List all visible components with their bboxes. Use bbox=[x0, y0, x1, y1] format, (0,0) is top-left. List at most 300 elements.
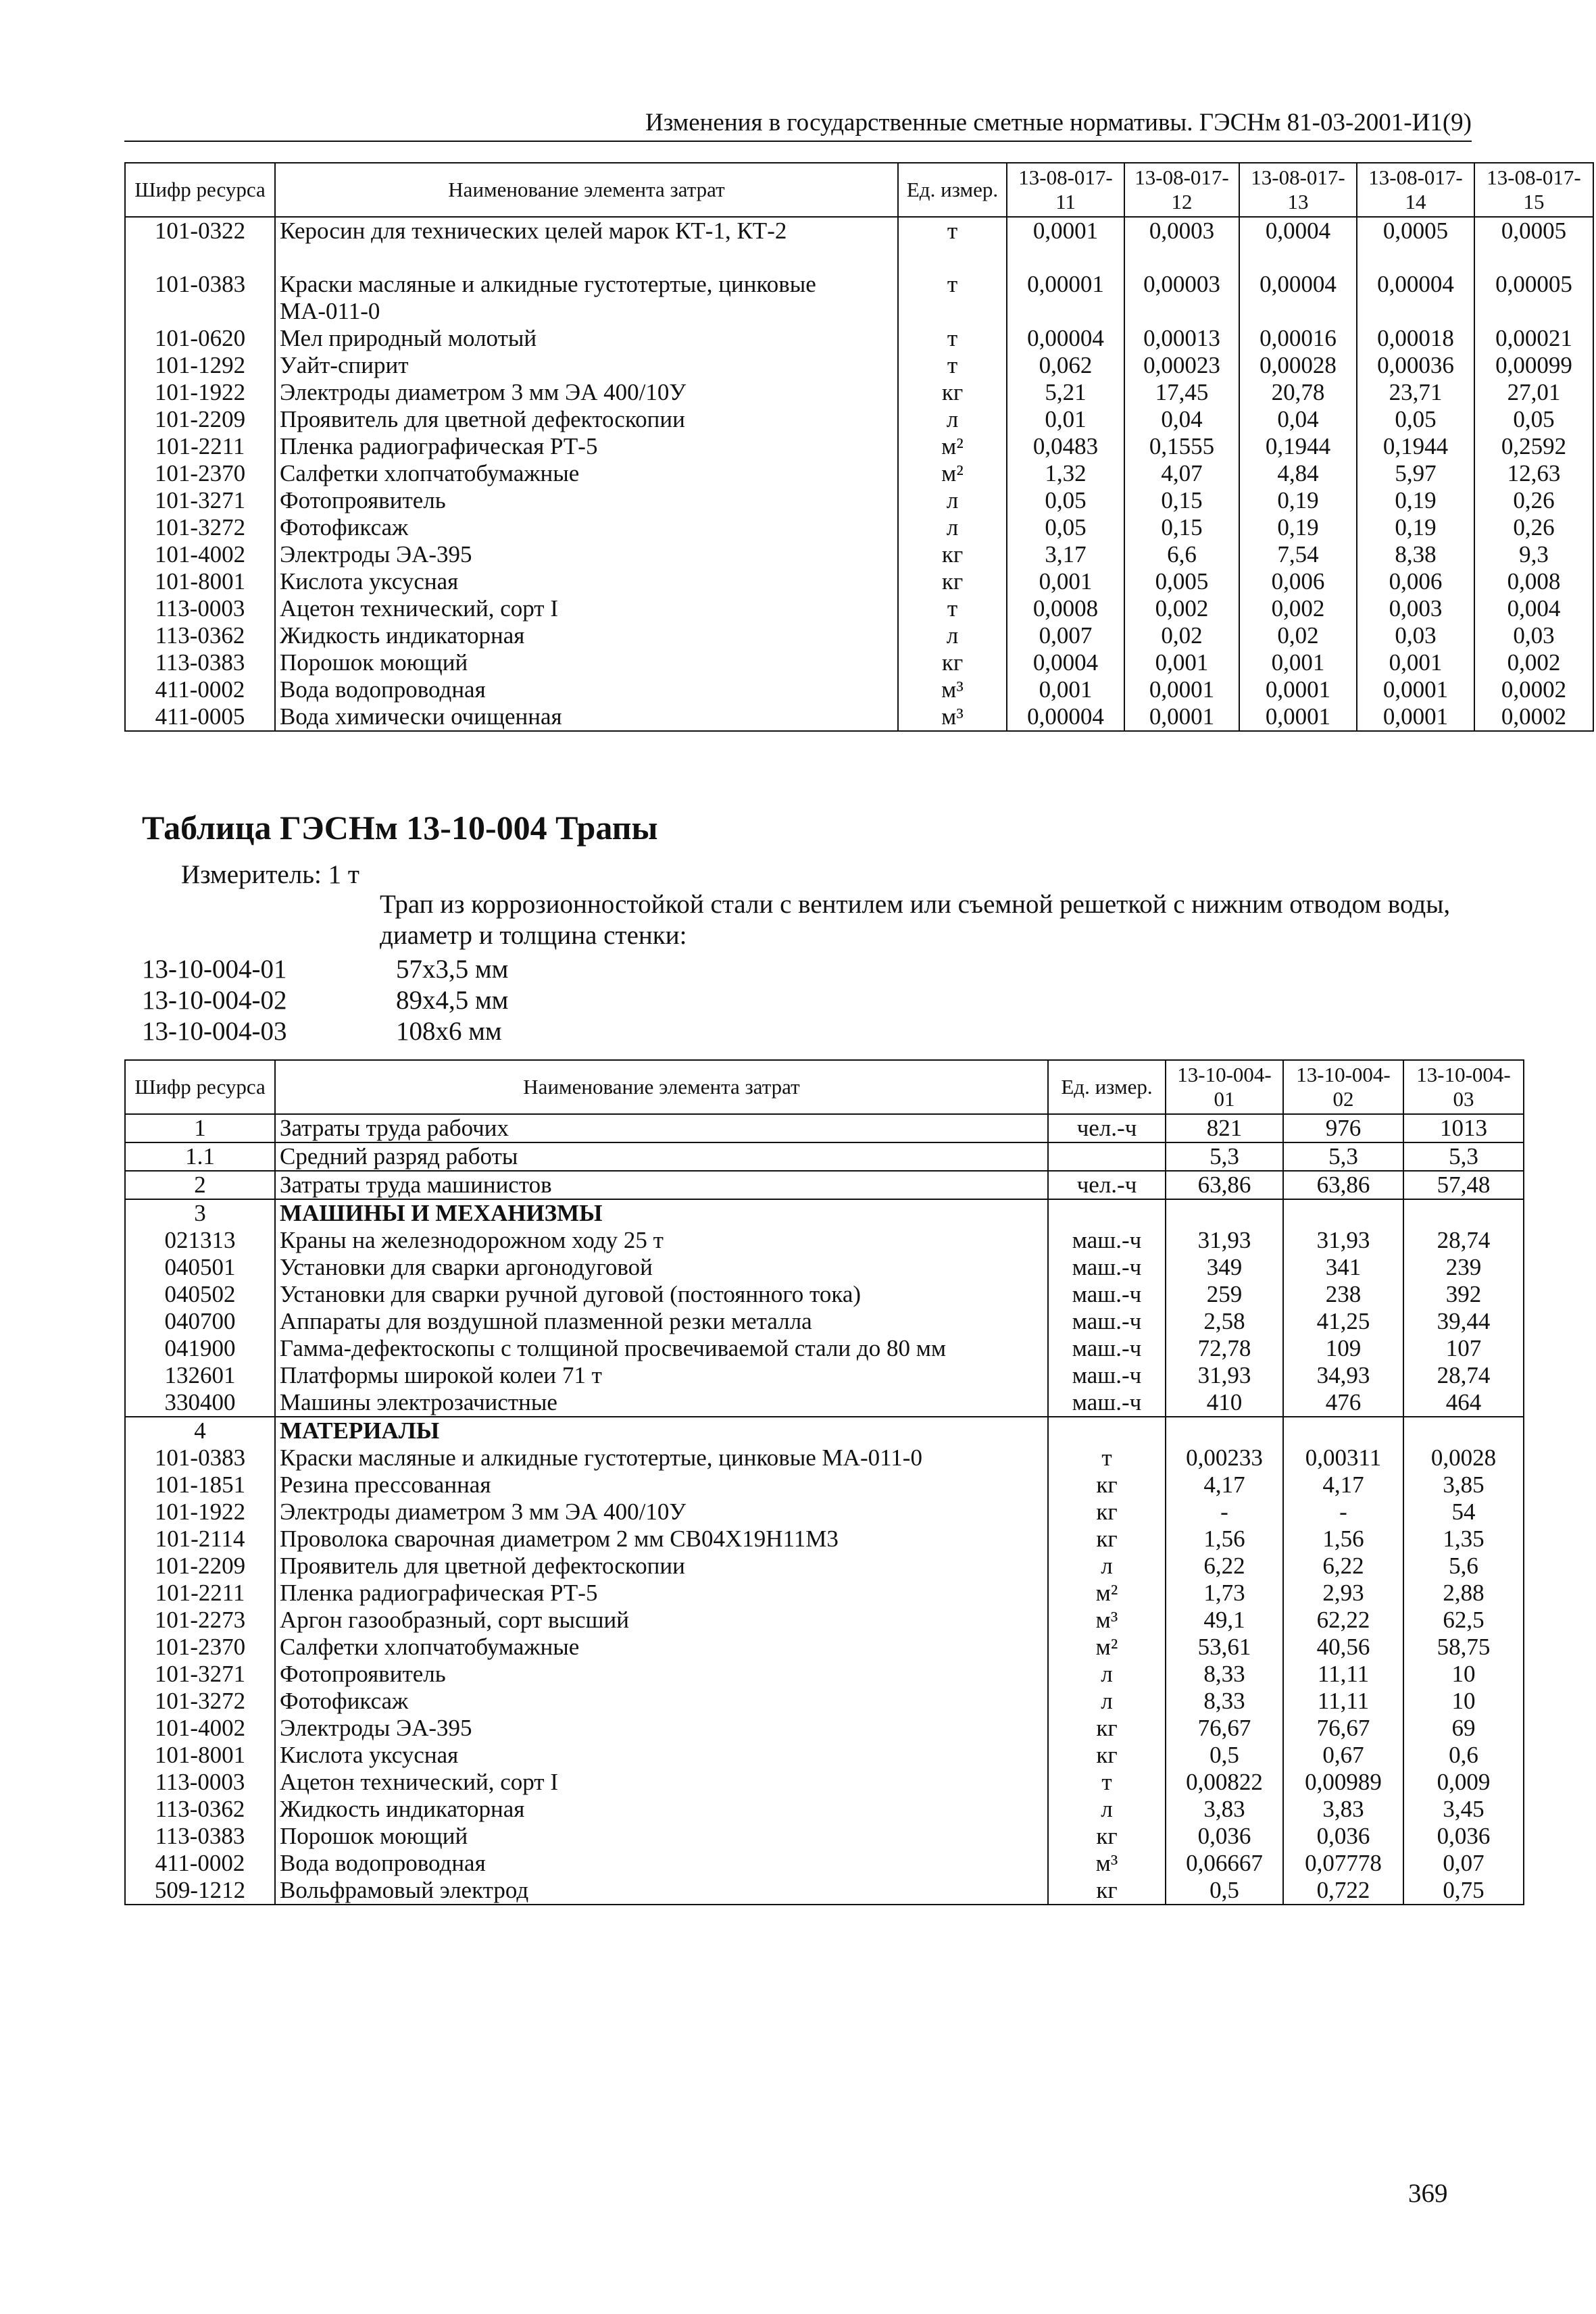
resource-name: Гамма-дефектоскопы с толщиной просвечиваемой стали до 80 мм bbox=[275, 1335, 1048, 1362]
table-row bbox=[125, 1796, 1524, 1823]
table-row bbox=[125, 1254, 1524, 1281]
unit: кг bbox=[1048, 1742, 1166, 1769]
norm-value: 349 bbox=[1166, 1254, 1283, 1281]
resource-code: 101-1922 bbox=[125, 379, 275, 406]
table-row bbox=[125, 1742, 1524, 1769]
table-row bbox=[125, 379, 1593, 406]
norm-value: 0,15 bbox=[1124, 514, 1239, 541]
resource-code: 411-0005 bbox=[125, 703, 275, 731]
unit: кг bbox=[898, 541, 1007, 568]
norm-value: 69 bbox=[1403, 1715, 1524, 1742]
norm-value: 0,07 bbox=[1403, 1850, 1524, 1877]
resource-name: Электроды диаметром 3 мм ЭА 400/10У bbox=[275, 379, 898, 406]
norm-value: 3,85 bbox=[1403, 1472, 1524, 1499]
norm-value: 0,26 bbox=[1474, 487, 1593, 514]
table-row bbox=[125, 406, 1593, 433]
resource-code: 101-0620 bbox=[125, 325, 275, 352]
resource-code: 101-2211 bbox=[125, 433, 275, 460]
table-row bbox=[125, 703, 1593, 731]
table-row bbox=[125, 568, 1593, 595]
norm-value: 1013 bbox=[1403, 1114, 1524, 1142]
norm-value: 76,67 bbox=[1283, 1715, 1403, 1742]
col-header-name: Наименование элемента затрат bbox=[275, 163, 898, 217]
norm-value: 2,93 bbox=[1283, 1580, 1403, 1607]
norm-value: 0,02 bbox=[1239, 622, 1357, 649]
table-row bbox=[125, 487, 1593, 514]
norm-value: 0,002 bbox=[1239, 595, 1357, 622]
norm-value: 0,001 bbox=[1357, 649, 1474, 676]
norm-value: 62,22 bbox=[1283, 1607, 1403, 1634]
norm-value: 3,17 bbox=[1007, 541, 1124, 568]
norm-value: 0,005 bbox=[1124, 568, 1239, 595]
norm-value: 10 bbox=[1403, 1661, 1524, 1688]
table-row bbox=[125, 1877, 1524, 1905]
norm-value: 0,008 bbox=[1474, 568, 1593, 595]
table-row bbox=[125, 1661, 1524, 1688]
table-row bbox=[125, 1715, 1524, 1742]
running-header: Изменения в государственные сметные нормативы. ГЭСНм 81-03-2001-И1(9) bbox=[124, 108, 1472, 142]
norm-value: 259 bbox=[1166, 1281, 1283, 1308]
col-header-norm: 13-10-004-01 bbox=[1166, 1060, 1283, 1114]
norm-value: 0,00036 bbox=[1357, 352, 1474, 379]
norm-value: 0,006 bbox=[1239, 568, 1357, 595]
resource-name: Электроды ЭА-395 bbox=[275, 1715, 1048, 1742]
resource-code: 411-0002 bbox=[125, 676, 275, 703]
resource-name: Аргон газообразный, сорт высший bbox=[275, 1607, 1048, 1634]
norm-value: 2,88 bbox=[1403, 1580, 1524, 1607]
option-code: 13-10-004-01 bbox=[142, 955, 287, 984]
resource-code: 101-1292 bbox=[125, 352, 275, 379]
norm-value: 23,71 bbox=[1357, 379, 1474, 406]
table-row bbox=[125, 1308, 1524, 1335]
table-row bbox=[125, 649, 1593, 676]
unit: л bbox=[898, 514, 1007, 541]
norm-value: 0,00989 bbox=[1283, 1769, 1403, 1796]
table-row bbox=[125, 271, 1593, 325]
option-value: 108х6 мм bbox=[396, 1017, 502, 1046]
norm-value: 6,6 bbox=[1124, 541, 1239, 568]
resource-code: 3 bbox=[125, 1199, 275, 1227]
norm-value: 0,003 bbox=[1357, 595, 1474, 622]
table-body bbox=[125, 1114, 1524, 1905]
resource-code: 101-2209 bbox=[125, 1553, 275, 1580]
unit: маш.-ч bbox=[1048, 1308, 1166, 1335]
table-row bbox=[125, 514, 1593, 541]
norm-value: 0,0483 bbox=[1007, 433, 1124, 460]
norm-value: 4,84 bbox=[1239, 460, 1357, 487]
norm-value bbox=[1403, 1417, 1524, 1444]
norm-value: 28,74 bbox=[1403, 1227, 1524, 1254]
option-value: 57х3,5 мм bbox=[396, 955, 509, 984]
table-row bbox=[125, 541, 1593, 568]
norm-value: 109 bbox=[1283, 1335, 1403, 1362]
resource-code: 101-2370 bbox=[125, 1634, 275, 1661]
norm-value: 0,009 bbox=[1403, 1769, 1524, 1796]
resource-code: 113-0003 bbox=[125, 1769, 275, 1796]
table-row bbox=[125, 1114, 1524, 1142]
norm-value: 0,00021 bbox=[1474, 325, 1593, 352]
norm-value: 0,001 bbox=[1124, 649, 1239, 676]
norm-value: 0,0004 bbox=[1007, 649, 1124, 676]
resource-name: Ацетон технический, сорт I bbox=[275, 1769, 1048, 1796]
unit: маш.-ч bbox=[1048, 1254, 1166, 1281]
resource-table-13-08-017 bbox=[124, 162, 1594, 732]
unit bbox=[1048, 1142, 1166, 1171]
norm-value: 3,45 bbox=[1403, 1796, 1524, 1823]
table-row bbox=[125, 1171, 1524, 1199]
resource-name: Проявитель для цветной дефектоскопии bbox=[275, 1553, 1048, 1580]
unit: кг bbox=[1048, 1715, 1166, 1742]
col-header-norm: 13-08-017-13 bbox=[1239, 163, 1357, 217]
unit: кг bbox=[898, 379, 1007, 406]
table-body bbox=[125, 217, 1593, 731]
norm-value: 821 bbox=[1166, 1114, 1283, 1142]
table-row bbox=[125, 1199, 1524, 1227]
resource-code: 101-2209 bbox=[125, 406, 275, 433]
table-row bbox=[125, 1281, 1524, 1308]
col-header-norm: 13-08-017-15 bbox=[1474, 163, 1593, 217]
unit: т bbox=[898, 325, 1007, 352]
unit: маш.-ч bbox=[1048, 1227, 1166, 1254]
norm-value bbox=[1403, 1199, 1524, 1227]
table-row bbox=[125, 433, 1593, 460]
norm-value: 0,01 bbox=[1007, 406, 1124, 433]
unit: м² bbox=[898, 433, 1007, 460]
norm-value: 1,56 bbox=[1166, 1526, 1283, 1553]
norm-value: 0,0001 bbox=[1357, 703, 1474, 731]
resource-code: 1.1 bbox=[125, 1142, 275, 1171]
table-header-row bbox=[125, 1060, 1524, 1114]
resource-code: 113-0003 bbox=[125, 595, 275, 622]
resource-name: Машины электрозачистные bbox=[275, 1389, 1048, 1417]
norm-value: 8,38 bbox=[1357, 541, 1474, 568]
unit: л bbox=[1048, 1688, 1166, 1715]
norm-value: 0,04 bbox=[1124, 406, 1239, 433]
table-row bbox=[125, 1688, 1524, 1715]
col-header-norm: 13-08-017-12 bbox=[1124, 163, 1239, 217]
unit: т bbox=[1048, 1444, 1166, 1472]
unit: чел.-ч bbox=[1048, 1114, 1166, 1142]
norm-value: 0,19 bbox=[1357, 514, 1474, 541]
resource-code: 101-4002 bbox=[125, 1715, 275, 1742]
unit: л bbox=[898, 487, 1007, 514]
norm-value: 0,1944 bbox=[1239, 433, 1357, 460]
norm-value bbox=[1283, 1199, 1403, 1227]
norm-value: 0,001 bbox=[1007, 568, 1124, 595]
unit: т bbox=[898, 595, 1007, 622]
resource-code: 101-3272 bbox=[125, 514, 275, 541]
resource-code: 040502 bbox=[125, 1281, 275, 1308]
resource-code: 2 bbox=[125, 1171, 275, 1199]
norm-value: 4,17 bbox=[1283, 1472, 1403, 1499]
norm-value: 0,00028 bbox=[1239, 352, 1357, 379]
unit: м³ bbox=[1048, 1607, 1166, 1634]
table-row bbox=[125, 1580, 1524, 1607]
norm-value: 239 bbox=[1403, 1254, 1524, 1281]
col-header-code: Шифр ресурса bbox=[125, 163, 275, 217]
col-header-code: Шифр ресурса bbox=[125, 1060, 275, 1114]
norm-value: 0,03 bbox=[1474, 622, 1593, 649]
resource-name: Вода химически очищенная bbox=[275, 703, 898, 731]
table-row bbox=[125, 1472, 1524, 1499]
col-header-norm: 13-08-017-14 bbox=[1357, 163, 1474, 217]
resource-name: Проявитель для цветной дефектоскопии bbox=[275, 406, 898, 433]
resource-name: Средний разряд работы bbox=[275, 1142, 1048, 1171]
norm-value: 0,19 bbox=[1357, 487, 1474, 514]
norm-value: 0,19 bbox=[1239, 514, 1357, 541]
option-code: 13-10-004-02 bbox=[142, 986, 287, 1015]
resource-code: 101-1922 bbox=[125, 1499, 275, 1526]
resource-name: Краски масляные и алкидные густотертые, цинковые МА-011-0 bbox=[275, 1444, 1048, 1472]
norm-value: 0,07778 bbox=[1283, 1850, 1403, 1877]
norm-value: 0,6 bbox=[1403, 1742, 1524, 1769]
norm-value: 0,00013 bbox=[1124, 325, 1239, 352]
resource-code: 101-3272 bbox=[125, 1688, 275, 1715]
norm-value: 0,0001 bbox=[1007, 217, 1124, 271]
norm-value: 0,722 bbox=[1283, 1877, 1403, 1905]
norm-value: 5,3 bbox=[1403, 1142, 1524, 1171]
norm-value: 0,0008 bbox=[1007, 595, 1124, 622]
resource-code: 101-2273 bbox=[125, 1607, 275, 1634]
norm-value: 0,007 bbox=[1007, 622, 1124, 649]
resource-name: Проволока сварочная диаметром 2 мм СВ04Х19Н11М3 bbox=[275, 1526, 1048, 1553]
unit: м² bbox=[898, 460, 1007, 487]
table-row bbox=[125, 1850, 1524, 1877]
norm-value: 0,002 bbox=[1124, 595, 1239, 622]
resource-name: Аппараты для воздушной плазменной резки металла bbox=[275, 1308, 1048, 1335]
norm-value bbox=[1283, 1417, 1403, 1444]
meter-label: Измеритель: 1 т bbox=[181, 860, 359, 889]
norm-value: 5,97 bbox=[1357, 460, 1474, 487]
norm-value: 11,11 bbox=[1283, 1688, 1403, 1715]
unit: кг bbox=[1048, 1472, 1166, 1499]
unit: кг bbox=[898, 649, 1007, 676]
resource-code: 101-0322 bbox=[125, 217, 275, 271]
norm-value: 41,25 bbox=[1283, 1308, 1403, 1335]
unit: кг bbox=[1048, 1499, 1166, 1526]
norm-value: 476 bbox=[1283, 1389, 1403, 1417]
norm-value: 0,06667 bbox=[1166, 1850, 1283, 1877]
norm-value: 12,63 bbox=[1474, 460, 1593, 487]
table-row bbox=[125, 595, 1593, 622]
norm-value: 72,78 bbox=[1166, 1335, 1283, 1362]
norm-value: 31,93 bbox=[1166, 1362, 1283, 1389]
resource-code: 113-0383 bbox=[125, 649, 275, 676]
norm-value: 0,19 bbox=[1239, 487, 1357, 514]
table-row bbox=[125, 1444, 1524, 1472]
col-header-norm: 13-10-004-02 bbox=[1283, 1060, 1403, 1114]
unit: т bbox=[898, 271, 1007, 325]
unit bbox=[1048, 1199, 1166, 1227]
norm-value: 39,44 bbox=[1403, 1308, 1524, 1335]
resource-name: Жидкость индикаторная bbox=[275, 1796, 1048, 1823]
table-row bbox=[125, 1823, 1524, 1850]
norm-value: 0,036 bbox=[1166, 1823, 1283, 1850]
resource-name: Кислота уксусная bbox=[275, 1742, 1048, 1769]
resource-name: Салфетки хлопчатобумажные bbox=[275, 460, 898, 487]
table-row bbox=[125, 1335, 1524, 1362]
resource-name: Уайт-спирит bbox=[275, 352, 898, 379]
resource-name: МАШИНЫ И МЕХАНИЗМЫ bbox=[275, 1199, 1048, 1227]
resource-name: Фотопроявитель bbox=[275, 487, 898, 514]
norm-value: 0,00099 bbox=[1474, 352, 1593, 379]
unit: м³ bbox=[1048, 1850, 1166, 1877]
resource-name: Затраты труда машинистов bbox=[275, 1171, 1048, 1199]
table-row bbox=[125, 1389, 1524, 1417]
norm-value: - bbox=[1283, 1499, 1403, 1526]
norm-value: 63,86 bbox=[1166, 1171, 1283, 1199]
resource-name: Резина прессованная bbox=[275, 1472, 1048, 1499]
resource-name: Керосин для технических целей марок КТ-1, КТ-2 bbox=[275, 217, 898, 271]
resource-name: Установки для сварки ручной дуговой (постоянного тока) bbox=[275, 1281, 1048, 1308]
norm-value: 5,3 bbox=[1166, 1142, 1283, 1171]
col-header-name: Наименование элемента затрат bbox=[275, 1060, 1048, 1114]
norm-value: 0,0004 bbox=[1239, 217, 1357, 271]
norm-value: 341 bbox=[1283, 1254, 1403, 1281]
table-header-row bbox=[125, 163, 1593, 217]
unit: л bbox=[1048, 1796, 1166, 1823]
norm-value: 0,0002 bbox=[1474, 676, 1593, 703]
norm-value: 0,04 bbox=[1239, 406, 1357, 433]
norm-value: 0,05 bbox=[1007, 487, 1124, 514]
norm-value: 0,26 bbox=[1474, 514, 1593, 541]
resource-name: Платформы широкой колеи 71 т bbox=[275, 1362, 1048, 1389]
unit: т bbox=[898, 352, 1007, 379]
norm-value: 0,062 bbox=[1007, 352, 1124, 379]
norm-value: 54 bbox=[1403, 1499, 1524, 1526]
unit: маш.-ч bbox=[1048, 1389, 1166, 1417]
norm-value: 0,0005 bbox=[1357, 217, 1474, 271]
resource-name: Краски масляные и алкидные густотертые, цинковые МА-011-0 bbox=[275, 271, 898, 325]
norm-value bbox=[1166, 1417, 1283, 1444]
resource-code: 113-0362 bbox=[125, 1796, 275, 1823]
norm-value: 0,0002 bbox=[1474, 703, 1593, 731]
unit: кг bbox=[1048, 1823, 1166, 1850]
norm-value: 0,03 bbox=[1357, 622, 1474, 649]
norm-value: 4,07 bbox=[1124, 460, 1239, 487]
resource-code: 040501 bbox=[125, 1254, 275, 1281]
norm-value: 3,83 bbox=[1166, 1796, 1283, 1823]
norm-value: 58,75 bbox=[1403, 1634, 1524, 1661]
table-row bbox=[125, 1607, 1524, 1634]
resource-name: Вода водопроводная bbox=[275, 676, 898, 703]
norm-value: 0,00004 bbox=[1357, 271, 1474, 325]
norm-value: 3,83 bbox=[1283, 1796, 1403, 1823]
resource-code: 101-0383 bbox=[125, 1444, 275, 1472]
resource-name: Установки для сварки аргонодуговой bbox=[275, 1254, 1048, 1281]
norm-value: 8,33 bbox=[1166, 1688, 1283, 1715]
norm-value: 0,00822 bbox=[1166, 1769, 1283, 1796]
norm-value: 1,35 bbox=[1403, 1526, 1524, 1553]
norm-value: 31,93 bbox=[1283, 1227, 1403, 1254]
norm-value: 0,00023 bbox=[1124, 352, 1239, 379]
norm-value: 17,45 bbox=[1124, 379, 1239, 406]
resource-name: Фотопроявитель bbox=[275, 1661, 1048, 1688]
norm-value: 49,1 bbox=[1166, 1607, 1283, 1634]
norm-value: 0,001 bbox=[1239, 649, 1357, 676]
table-row bbox=[125, 1142, 1524, 1171]
resource-name: Электроды диаметром 3 мм ЭА 400/10У bbox=[275, 1499, 1048, 1526]
norm-value: 0,00001 bbox=[1007, 271, 1124, 325]
resource-name: Порошок моющий bbox=[275, 1823, 1048, 1850]
norm-value: 0,00311 bbox=[1283, 1444, 1403, 1472]
resource-name: Краны на железнодорожном ходу 25 т bbox=[275, 1227, 1048, 1254]
resource-code: 113-0362 bbox=[125, 622, 275, 649]
unit: м² bbox=[1048, 1634, 1166, 1661]
norm-value: 0,75 bbox=[1403, 1877, 1524, 1905]
page-number: 369 bbox=[1408, 2179, 1448, 2208]
unit: м³ bbox=[898, 703, 1007, 731]
resource-name: Жидкость индикаторная bbox=[275, 622, 898, 649]
norm-value: 107 bbox=[1403, 1335, 1524, 1362]
norm-value: 0,0001 bbox=[1239, 703, 1357, 731]
unit: кг bbox=[1048, 1526, 1166, 1553]
option-code: 13-10-004-03 bbox=[142, 1017, 287, 1046]
norm-value: 0,006 bbox=[1357, 568, 1474, 595]
resource-code: 101-2114 bbox=[125, 1526, 275, 1553]
norm-value: 28,74 bbox=[1403, 1362, 1524, 1389]
norm-value: 0,5 bbox=[1166, 1877, 1283, 1905]
norm-value: 5,3 bbox=[1283, 1142, 1403, 1171]
unit: м² bbox=[1048, 1580, 1166, 1607]
norm-value: 0,00003 bbox=[1124, 271, 1239, 325]
norm-value: 57,48 bbox=[1403, 1171, 1524, 1199]
unit bbox=[1048, 1417, 1166, 1444]
resource-name: МАТЕРИАЛЫ bbox=[275, 1417, 1048, 1444]
unit: л bbox=[898, 406, 1007, 433]
resource-code: 021313 bbox=[125, 1227, 275, 1254]
table-row bbox=[125, 676, 1593, 703]
resource-code: 040700 bbox=[125, 1308, 275, 1335]
table-row bbox=[125, 1526, 1524, 1553]
norm-value: 0,00233 bbox=[1166, 1444, 1283, 1472]
col-header-norm: 13-08-017-11 bbox=[1007, 163, 1124, 217]
resource-code: 101-2211 bbox=[125, 1580, 275, 1607]
table-row bbox=[125, 1417, 1524, 1444]
norm-value: 6,22 bbox=[1166, 1553, 1283, 1580]
norm-value: 1,32 bbox=[1007, 460, 1124, 487]
norm-value bbox=[1166, 1199, 1283, 1227]
norm-value: 76,67 bbox=[1166, 1715, 1283, 1742]
norm-value: 0,036 bbox=[1403, 1823, 1524, 1850]
table-row bbox=[125, 1227, 1524, 1254]
resource-name: Фотофиксаж bbox=[275, 1688, 1048, 1715]
norm-value: 0,00005 bbox=[1474, 271, 1593, 325]
norm-value: 40,56 bbox=[1283, 1634, 1403, 1661]
norm-value: 0,00004 bbox=[1239, 271, 1357, 325]
unit: л bbox=[1048, 1661, 1166, 1688]
col-header-unit: Ед. измер. bbox=[1048, 1060, 1166, 1114]
unit: маш.-ч bbox=[1048, 1362, 1166, 1389]
table-row bbox=[125, 325, 1593, 352]
resource-code: 101-1851 bbox=[125, 1472, 275, 1499]
resource-code: 113-0383 bbox=[125, 1823, 275, 1850]
norm-value: 0,00004 bbox=[1007, 703, 1124, 731]
resource-name: Вода водопроводная bbox=[275, 1850, 1048, 1877]
unit: кг bbox=[898, 568, 1007, 595]
resource-code: 509-1212 bbox=[125, 1877, 275, 1905]
norm-value: 11,11 bbox=[1283, 1661, 1403, 1688]
unit: л bbox=[898, 622, 1007, 649]
unit: чел.-ч bbox=[1048, 1171, 1166, 1199]
resource-code: 101-8001 bbox=[125, 568, 275, 595]
unit: т bbox=[1048, 1769, 1166, 1796]
norm-value: 27,01 bbox=[1474, 379, 1593, 406]
norm-value: 0,05 bbox=[1357, 406, 1474, 433]
norm-value: 53,61 bbox=[1166, 1634, 1283, 1661]
table-row bbox=[125, 1634, 1524, 1661]
norm-value: 0,02 bbox=[1124, 622, 1239, 649]
